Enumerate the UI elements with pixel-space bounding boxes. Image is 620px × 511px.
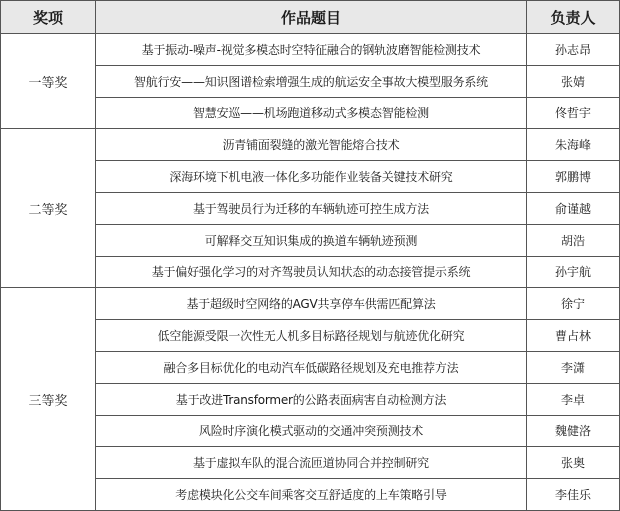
project-owner: 俞谨越 [527,192,620,224]
project-owner: 孙志昂 [527,34,620,66]
table-row [1,288,620,320]
project-title: 智航行安——知识图谱检索增强生成的航运安全事故大模型服务系统 [96,65,527,97]
project-title: 深海环境下机电液一体化多功能作业装备关键技术研究 [96,161,527,193]
header-row [1,1,620,34]
project-title: 基于改进Transformer的公路表面病害自动检测方法 [96,383,527,415]
award-level: 三等奖 [1,288,96,511]
project-owner: 朱海峰 [527,129,620,161]
project-owner: 李卓 [527,383,620,415]
project-owner: 魏健洛 [527,415,620,447]
project-owner: 佟哲宇 [527,97,620,129]
project-owner: 李潇 [527,351,620,383]
project-title: 基于虚拟车队的混合流匝道协同合并控制研究 [96,447,527,479]
project-title: 基于偏好强化学习的对齐驾驶员认知状态的动态接管提示系统 [96,256,527,288]
project-owner: 郭鹏博 [527,161,620,193]
project-owner: 孙宇航 [527,256,620,288]
project-owner: 张婧 [527,65,620,97]
project-title: 考虑模块化公交车间乘客交互舒适度的上车策略引导 [96,479,527,511]
project-title: 可解释交互知识集成的换道车辆轨迹预测 [96,224,527,256]
project-title: 基于超级时空网络的AGV共享停车供需匹配算法 [96,288,527,320]
project-owner: 张奥 [527,447,620,479]
table-row [1,34,620,66]
project-owner: 曹占林 [527,320,620,352]
project-title: 风险时序演化模式驱动的交通冲突预测技术 [96,415,527,447]
table-row [1,129,620,161]
project-title: 融合多目标优化的电动汽车低碳路径规划及充电推荐方法 [96,351,527,383]
header-owner: 负责人 [527,1,620,34]
project-title: 基于驾驶员行为迁移的车辆轨迹可控生成方法 [96,192,527,224]
awards-body [1,34,620,511]
project-title: 基于振动-噪声-视觉多模态时空特征融合的钢轨波磨智能检测技术 [96,34,527,66]
header-title: 作品题目 [96,1,527,34]
award-level: 一等奖 [1,34,96,129]
project-title: 沥青铺面裂缝的激光智能熔合技术 [96,129,527,161]
project-owner: 李佳乐 [527,479,620,511]
project-owner: 胡浩 [527,224,620,256]
project-title: 低空能源受限一次性无人机多目标路径规划与航迹优化研究 [96,320,527,352]
header-award: 奖项 [1,1,96,34]
project-title: 智慧安巡——机场跑道移动式多模态智能检测 [96,97,527,129]
award-level: 二等奖 [1,129,96,288]
project-owner: 徐宁 [527,288,620,320]
